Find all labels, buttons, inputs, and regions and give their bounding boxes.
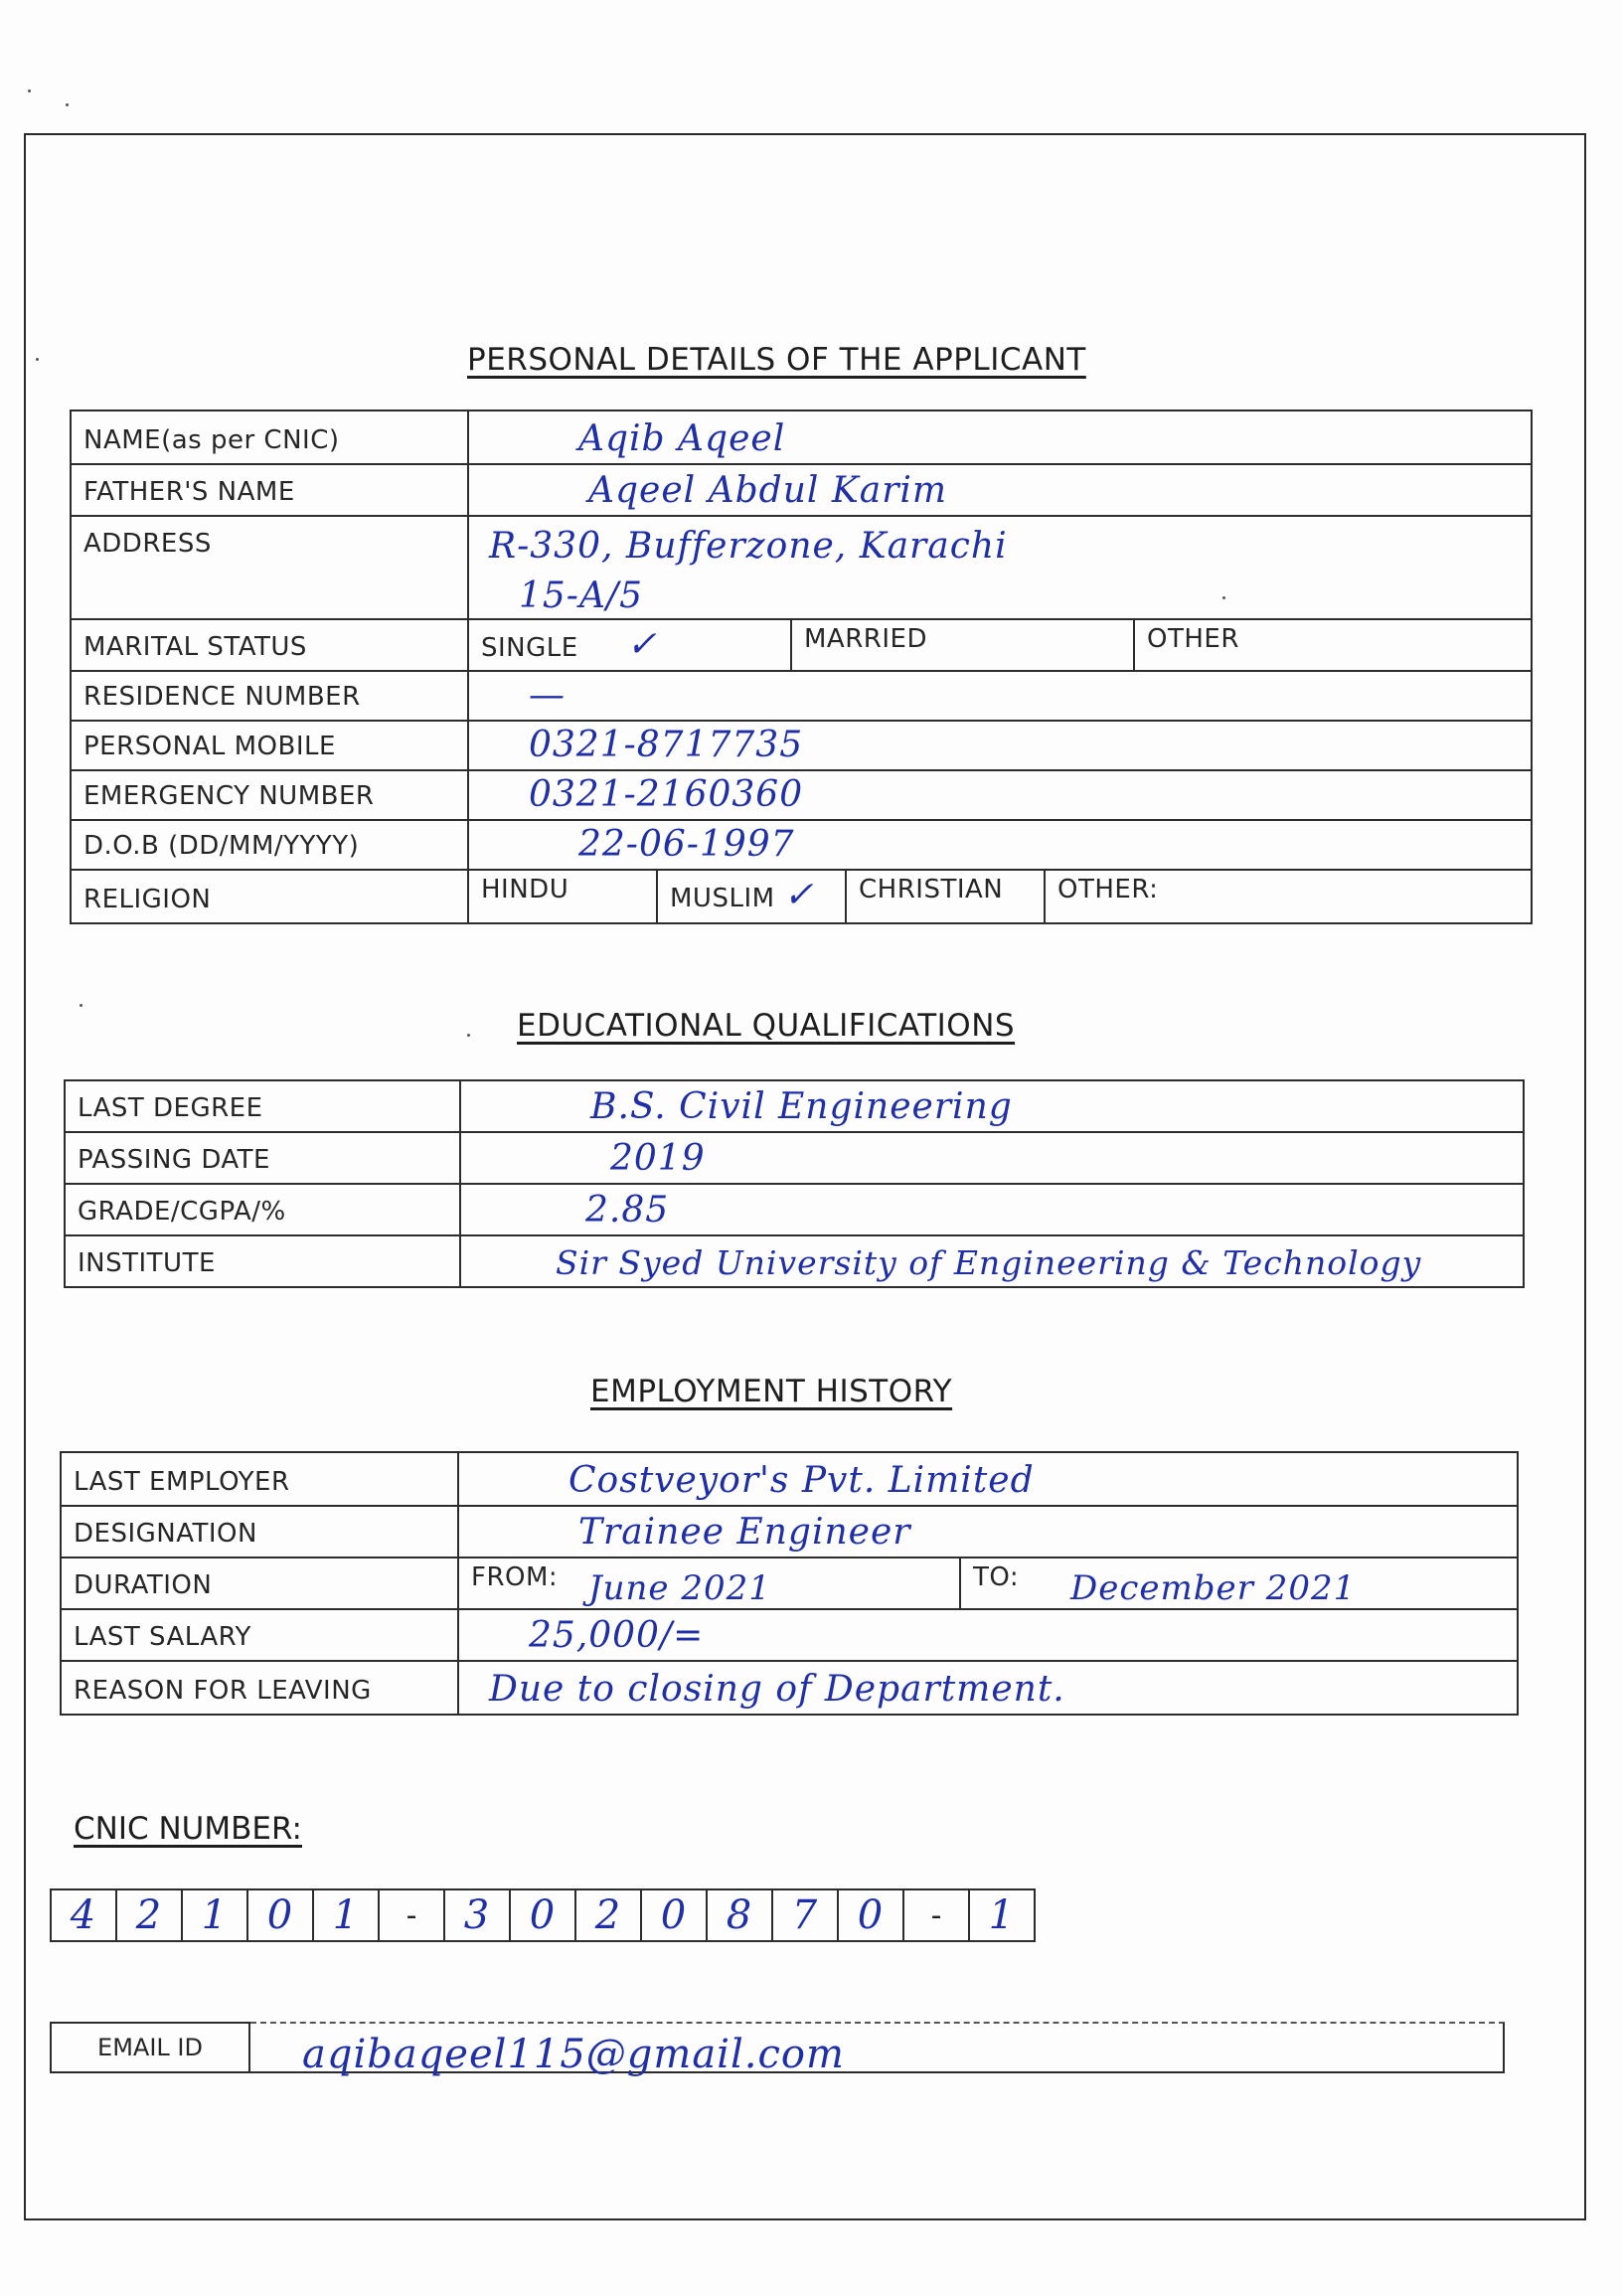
education-table: [64, 1079, 1525, 1288]
duration-from[interactable]: [459, 1558, 961, 1608]
passing-date-value: 2019: [610, 1138, 706, 1179]
religion-option-hindu[interactable]: HINDU: [469, 871, 658, 922]
reason-for-leaving-field[interactable]: [458, 1661, 1518, 1715]
cnic-digit-box[interactable]: 8: [706, 1888, 773, 1942]
duration-field: [458, 1558, 1518, 1609]
emergency-number-value: 0321-2160360: [529, 774, 804, 815]
marital-option-other[interactable]: OTHER: [1147, 624, 1239, 654]
scan-speck: [66, 103, 69, 106]
marital-option-single[interactable]: SINGLE ✓: [469, 620, 792, 670]
dob-value: 22-06-1997: [578, 824, 795, 865]
single-check-mark: ✓: [626, 624, 658, 665]
emergency-number-field[interactable]: [468, 770, 1532, 820]
address-value-line1: R-330, Bufferzone, Karachi: [489, 526, 1008, 567]
address-label: ADDRESS: [71, 516, 468, 619]
from-label: FROM:: [471, 1562, 559, 1592]
last-employer-label: LAST EMPLOYER: [61, 1452, 458, 1506]
name-label: NAME(as per CNIC): [71, 410, 468, 464]
marital-status-options: [468, 619, 1532, 671]
residence-number-value: —: [529, 675, 566, 716]
reason-for-leaving-value: Due to closing of Department.: [489, 1669, 1065, 1710]
cnic-digit-box[interactable]: 1: [312, 1888, 380, 1942]
scan-speck: [36, 358, 39, 361]
cnic-boxes: [50, 1888, 1034, 1942]
from-value: June 2021: [588, 1568, 771, 1608]
cnic-separator: -: [378, 1888, 445, 1942]
religion-label: RELIGION: [71, 870, 468, 923]
to-value: December 2021: [1070, 1568, 1357, 1608]
cnic-digit-box[interactable]: 2: [115, 1888, 183, 1942]
last-salary-field[interactable]: [458, 1609, 1518, 1661]
passing-date-label: PASSING DATE: [65, 1132, 460, 1184]
dob-label: D.O.B (DD/MM/YYYY): [71, 820, 468, 870]
duration-to[interactable]: [961, 1558, 1518, 1608]
personal-mobile-value: 0321-8717735: [529, 725, 804, 765]
education-section-title: EDUCATIONAL QUALIFICATIONS: [517, 1008, 1016, 1044]
last-degree-value: B.S. Civil Engineering: [590, 1086, 1013, 1127]
religion-option-christian[interactable]: CHRISTIAN: [847, 871, 1046, 922]
duration-label: DURATION: [61, 1558, 458, 1609]
employment-table: [60, 1451, 1519, 1716]
personal-table: [70, 410, 1533, 924]
institute-value: Sir Syed University of Engineering & Technology: [556, 1243, 1422, 1282]
institute-label: INSTITUTE: [65, 1235, 460, 1287]
personal-mobile-field[interactable]: [468, 721, 1532, 770]
religion-option-muslim[interactable]: MUSLIM ✓: [658, 871, 847, 922]
grade-field[interactable]: [460, 1184, 1524, 1235]
email-label: EMAIL ID: [50, 2022, 250, 2073]
designation-field[interactable]: [458, 1506, 1518, 1558]
cnic-digit-box[interactable]: 7: [771, 1888, 839, 1942]
father-name-value: Aqeel Abdul Karim: [588, 470, 948, 511]
designation-value: Trainee Engineer: [578, 1512, 911, 1553]
cnic-digit-box[interactable]: 0: [640, 1888, 708, 1942]
cnic-digit-box[interactable]: 3: [443, 1888, 511, 1942]
email-field[interactable]: [250, 2022, 1505, 2077]
address-value-line2: 15-A/5: [519, 575, 644, 616]
emergency-number-label: EMERGENCY NUMBER: [71, 770, 468, 820]
employment-section-title: EMPLOYMENT HISTORY: [590, 1374, 953, 1409]
last-employer-value: Costveyor's Pvt. Limited: [568, 1460, 1035, 1501]
last-employer-field[interactable]: [458, 1452, 1518, 1506]
grade-value: 2.85: [585, 1190, 670, 1230]
cnic-separator: -: [902, 1888, 970, 1942]
marital-option-married[interactable]: MARRIED: [792, 620, 1135, 670]
passing-date-field[interactable]: [460, 1132, 1524, 1184]
cnic-digit-box[interactable]: 0: [837, 1888, 904, 1942]
cnic-digit-box[interactable]: 0: [246, 1888, 314, 1942]
residence-number-field[interactable]: [468, 671, 1532, 721]
last-salary-label: LAST SALARY: [61, 1609, 458, 1661]
residence-number-label: RESIDENCE NUMBER: [71, 671, 468, 721]
email-value: aqibaqeel115@gmail.com: [302, 2032, 845, 2077]
cnic-digit-box[interactable]: 2: [574, 1888, 642, 1942]
reason-for-leaving-label: REASON FOR LEAVING: [61, 1661, 458, 1715]
personal-section-title: PERSONAL DETAILS OF THE APPLICANT: [467, 342, 1086, 378]
last-degree-label: LAST DEGREE: [65, 1080, 460, 1132]
dob-field[interactable]: [468, 820, 1532, 870]
father-name-label: FATHER'S NAME: [71, 464, 468, 516]
scan-speck: [28, 89, 31, 92]
cnic-digit-box[interactable]: 4: [50, 1888, 117, 1942]
cnic-digit-box[interactable]: 1: [968, 1888, 1036, 1942]
designation-label: DESIGNATION: [61, 1506, 458, 1558]
cnic-digit-box[interactable]: 1: [181, 1888, 248, 1942]
religion-options: [468, 870, 1532, 923]
religion-option-other[interactable]: OTHER:: [1057, 875, 1159, 904]
last-salary-value: 25,000/=: [529, 1615, 705, 1656]
institute-field[interactable]: [460, 1235, 1524, 1287]
marital-status-label: MARITAL STATUS: [71, 619, 468, 671]
muslim-check-mark: ✓: [783, 875, 814, 915]
father-name-field[interactable]: [468, 464, 1532, 516]
name-field[interactable]: [468, 410, 1532, 464]
cnic-digit-box[interactable]: 0: [509, 1888, 576, 1942]
to-label: TO:: [973, 1562, 1020, 1592]
cnic-label: CNIC NUMBER:: [74, 1811, 302, 1847]
scan-speck: [80, 1004, 82, 1007]
last-degree-field[interactable]: [460, 1080, 1524, 1132]
email-row: [50, 2022, 1505, 2077]
personal-mobile-label: PERSONAL MOBILE: [71, 721, 468, 770]
scan-speck: [467, 1034, 470, 1037]
grade-label: GRADE/CGPA/%: [65, 1184, 460, 1235]
address-field[interactable]: [468, 516, 1532, 619]
name-value: Aqib Aqeel: [578, 418, 786, 459]
